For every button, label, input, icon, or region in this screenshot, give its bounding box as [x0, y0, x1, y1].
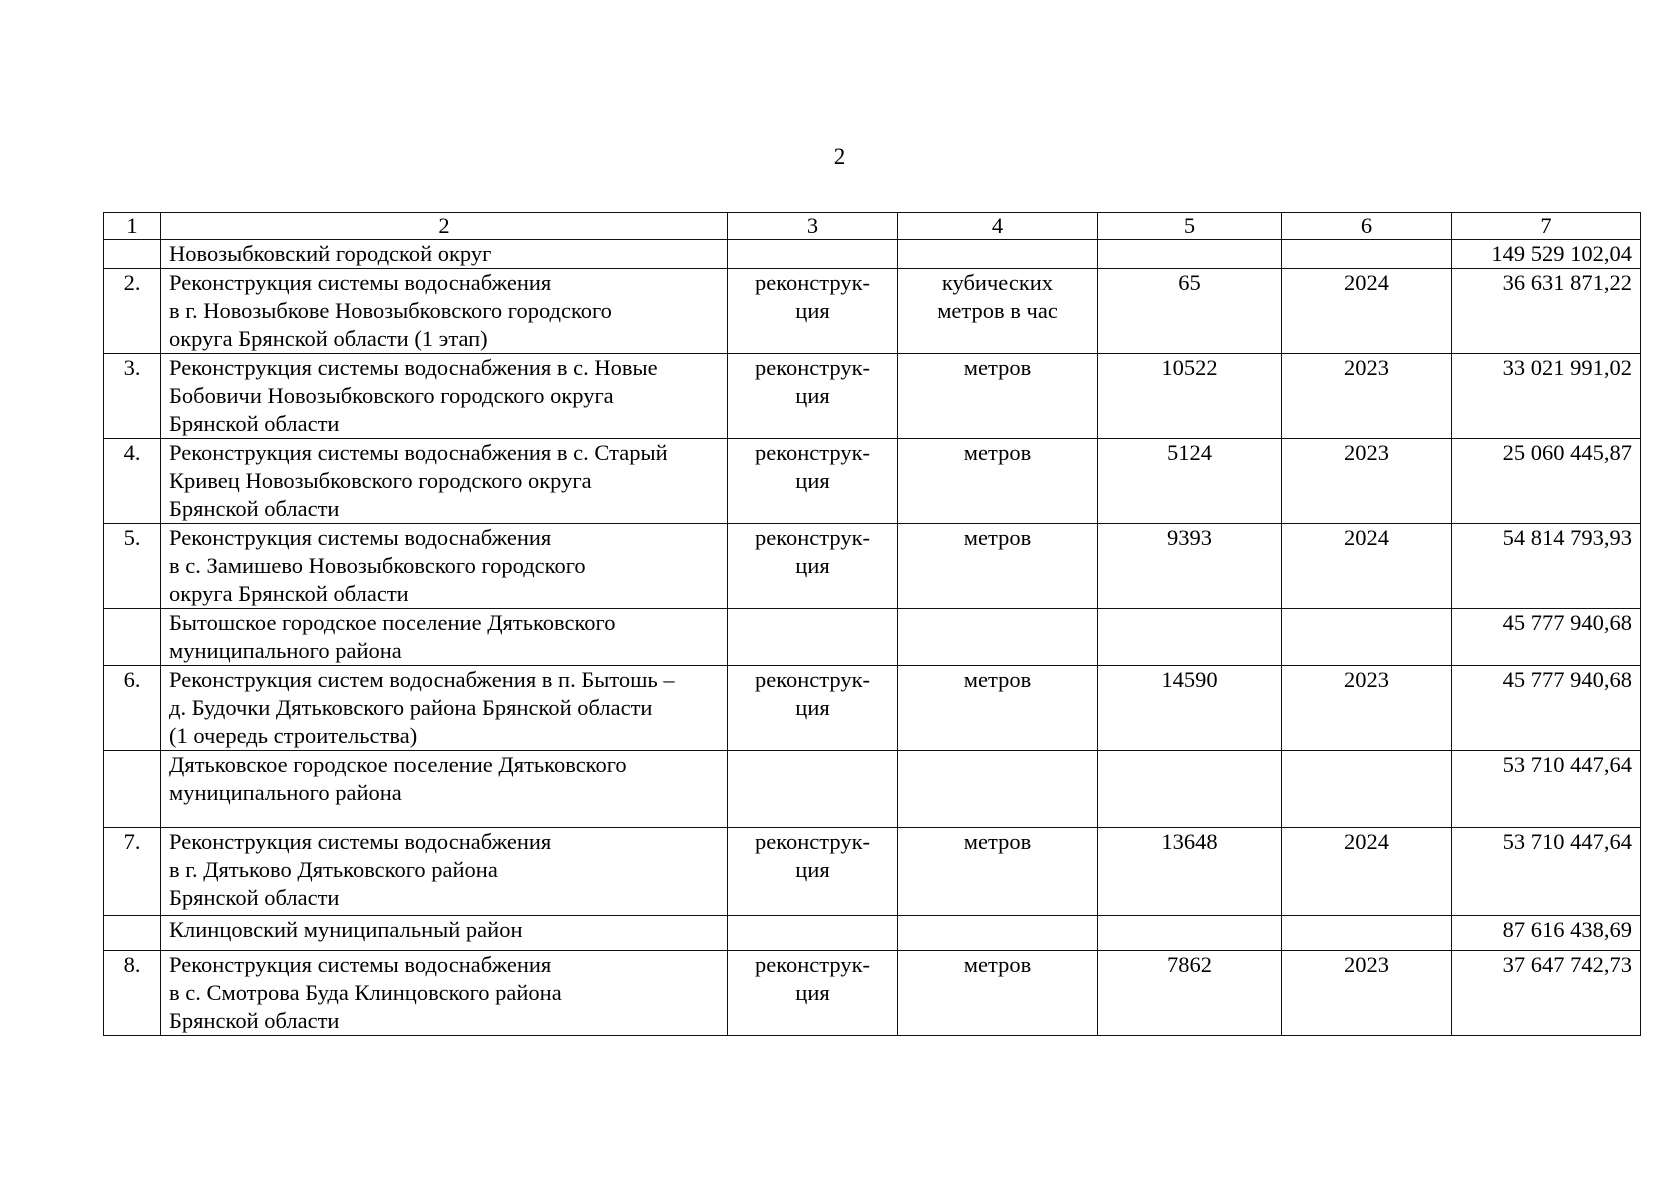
- project-name: [161, 240, 728, 269]
- amount: 45 777 940,68: [1452, 609, 1641, 666]
- project-name-line: в г. Дятьково Дятьковского района: [169, 857, 498, 882]
- work-type: [728, 828, 898, 916]
- work-type: [728, 951, 898, 1036]
- work-type-line: реконструк-: [754, 952, 871, 977]
- amount: 87 616 438,69: [1452, 916, 1641, 951]
- year: 2023: [1282, 666, 1452, 751]
- row-number: 2.: [104, 269, 161, 354]
- project-row: [104, 269, 1641, 354]
- capacity: [1098, 240, 1282, 269]
- capacity: [1098, 751, 1282, 828]
- work-type-line: ция: [795, 857, 830, 882]
- project-name-line: Брянской области: [169, 411, 340, 436]
- amount: 36 631 871,22: [1452, 269, 1641, 354]
- work-type-line: ция: [795, 298, 830, 323]
- project-name-line: Реконструкция системы водоснабжения: [169, 525, 552, 550]
- unit: [898, 240, 1098, 269]
- year: 2024: [1282, 524, 1452, 609]
- year: 2023: [1282, 951, 1452, 1036]
- work-type-line: ция: [795, 553, 830, 578]
- project-name-line: Реконструкция системы водоснабжения: [169, 952, 552, 977]
- project-row: [104, 524, 1641, 609]
- header-cell: 5: [1098, 213, 1282, 240]
- amount: 37 647 742,73: [1452, 951, 1641, 1036]
- subtotal-row: [104, 240, 1641, 269]
- project-name: [161, 951, 728, 1036]
- unit: [898, 951, 1098, 1036]
- project-name-line: Новозыбковский городской округ: [169, 241, 492, 266]
- subtotal-row: [104, 916, 1641, 951]
- capacity: 5124: [1098, 439, 1282, 524]
- row-number: [104, 751, 161, 828]
- project-row: [104, 666, 1641, 751]
- subtotal-row: [104, 609, 1641, 666]
- project-name-line: муниципального района: [169, 638, 402, 663]
- project-name: [161, 666, 728, 751]
- work-type-line: ция: [795, 695, 830, 720]
- work-type: [728, 916, 898, 951]
- project-row: [104, 354, 1641, 439]
- row-number: 5.: [104, 524, 161, 609]
- project-name: [161, 751, 728, 828]
- project-row: [104, 828, 1641, 916]
- capacity: [1098, 609, 1282, 666]
- project-name-line: в с. Замишево Новозыбковского городского: [169, 553, 586, 578]
- row-number: [104, 609, 161, 666]
- work-type: [728, 269, 898, 354]
- header-cell: 7: [1452, 213, 1641, 240]
- project-name-line: Реконструкция системы водоснабжения: [169, 829, 552, 854]
- unit: [898, 269, 1098, 354]
- projects-table: [103, 212, 1641, 1036]
- unit-line: метров: [963, 952, 1032, 977]
- project-name-line: округа Брянской области: [169, 581, 409, 606]
- project-name-line: Бытошское городское поселение Дятьковского: [169, 610, 616, 635]
- unit-line: метров: [963, 355, 1032, 380]
- year: 2023: [1282, 439, 1452, 524]
- header-cell: 1: [104, 213, 161, 240]
- unit-line: метров в час: [937, 298, 1058, 323]
- year: 2024: [1282, 269, 1452, 354]
- row-number: 4.: [104, 439, 161, 524]
- project-name-line: Реконструкция системы водоснабжения в с. Новые: [169, 355, 658, 380]
- project-name-line: Реконструкция систем водоснабжения в п. Бытошь –: [169, 667, 675, 692]
- amount: 54 814 793,93: [1452, 524, 1641, 609]
- unit-line: метров: [963, 667, 1032, 692]
- project-name-line: (1 очередь строительства): [169, 723, 418, 748]
- work-type-line: ция: [795, 980, 830, 1005]
- year: [1282, 609, 1452, 666]
- work-type: [728, 354, 898, 439]
- header-cell: 3: [728, 213, 898, 240]
- work-type: [728, 666, 898, 751]
- project-name-line: д. Будочки Дятьковского района Брянской области: [169, 695, 653, 720]
- work-type-line: реконструк-: [754, 270, 871, 295]
- project-name-line: Реконструкция системы водоснабжения в с. Старый: [169, 440, 668, 465]
- unit-line: метров: [963, 525, 1032, 550]
- work-type-line: реконструк-: [754, 440, 871, 465]
- year: [1282, 751, 1452, 828]
- project-name-line: Реконструкция системы водоснабжения: [169, 270, 552, 295]
- header-cell: 4: [898, 213, 1098, 240]
- project-name-line: муниципального района: [169, 780, 402, 805]
- project-name: [161, 828, 728, 916]
- subtotal-row: [104, 751, 1641, 828]
- unit: [898, 439, 1098, 524]
- work-type: [728, 609, 898, 666]
- work-type-line: реконструк-: [754, 667, 871, 692]
- unit-line: метров: [963, 829, 1032, 854]
- row-number: 8.: [104, 951, 161, 1036]
- capacity: 9393: [1098, 524, 1282, 609]
- row-number: [104, 916, 161, 951]
- unit: [898, 828, 1098, 916]
- project-name-line: Брянской области: [169, 1008, 340, 1033]
- unit-line: кубических: [941, 270, 1054, 295]
- project-name-line: Дятьковское городское поселение Дятьковского: [169, 752, 627, 777]
- project-name-line: Брянской области: [169, 885, 340, 910]
- unit: [898, 916, 1098, 951]
- unit: [898, 666, 1098, 751]
- capacity: 14590: [1098, 666, 1282, 751]
- project-name: [161, 916, 728, 951]
- capacity: 10522: [1098, 354, 1282, 439]
- amount: 45 777 940,68: [1452, 666, 1641, 751]
- project-name: [161, 269, 728, 354]
- row-number: 7.: [104, 828, 161, 916]
- amount: 53 710 447,64: [1452, 751, 1641, 828]
- header-cell: 6: [1282, 213, 1452, 240]
- project-name-line: округа Брянской области (1 этап): [169, 326, 488, 351]
- table-header-row: [104, 213, 1641, 240]
- work-type-line: ция: [795, 383, 830, 408]
- unit: [898, 524, 1098, 609]
- project-name-line: Клинцовский муниципальный район: [169, 917, 523, 942]
- work-type-line: реконструк-: [754, 355, 871, 380]
- work-type-line: реконструк-: [754, 525, 871, 550]
- project-row: [104, 439, 1641, 524]
- work-type-line: реконструк-: [754, 829, 871, 854]
- unit: [898, 609, 1098, 666]
- project-name: [161, 524, 728, 609]
- amount: 149 529 102,04: [1452, 240, 1641, 269]
- unit: [898, 354, 1098, 439]
- row-number: [104, 240, 161, 269]
- project-name-line: в г. Новозыбкове Новозыбковского городского: [169, 298, 612, 323]
- amount: 25 060 445,87: [1452, 439, 1641, 524]
- project-name-line: Брянской области: [169, 496, 340, 521]
- unit: [898, 751, 1098, 828]
- work-type: [728, 240, 898, 269]
- work-type-line: ция: [795, 468, 830, 493]
- project-name-line: Бобовичи Новозыбковского городского округа: [169, 383, 614, 408]
- header-cell: 2: [161, 213, 728, 240]
- year: 2023: [1282, 354, 1452, 439]
- capacity: 13648: [1098, 828, 1282, 916]
- unit-line: метров: [963, 440, 1032, 465]
- work-type: [728, 751, 898, 828]
- capacity: 65: [1098, 269, 1282, 354]
- project-name: [161, 439, 728, 524]
- project-name: [161, 354, 728, 439]
- row-number: 3.: [104, 354, 161, 439]
- row-number: 6.: [104, 666, 161, 751]
- project-name-line: в с. Смотрова Буда Клинцовского района: [169, 980, 562, 1005]
- project-row: [104, 951, 1641, 1036]
- amount: 53 710 447,64: [1452, 828, 1641, 916]
- amount: 33 021 991,02: [1452, 354, 1641, 439]
- year: 2024: [1282, 828, 1452, 916]
- page-number: 2: [833, 144, 846, 169]
- work-type: [728, 439, 898, 524]
- work-type: [728, 524, 898, 609]
- project-name-line: Кривец Новозыбковского городского округа: [169, 468, 592, 493]
- year: [1282, 240, 1452, 269]
- capacity: 7862: [1098, 951, 1282, 1036]
- year: [1282, 916, 1452, 951]
- capacity: [1098, 916, 1282, 951]
- project-name: [161, 609, 728, 666]
